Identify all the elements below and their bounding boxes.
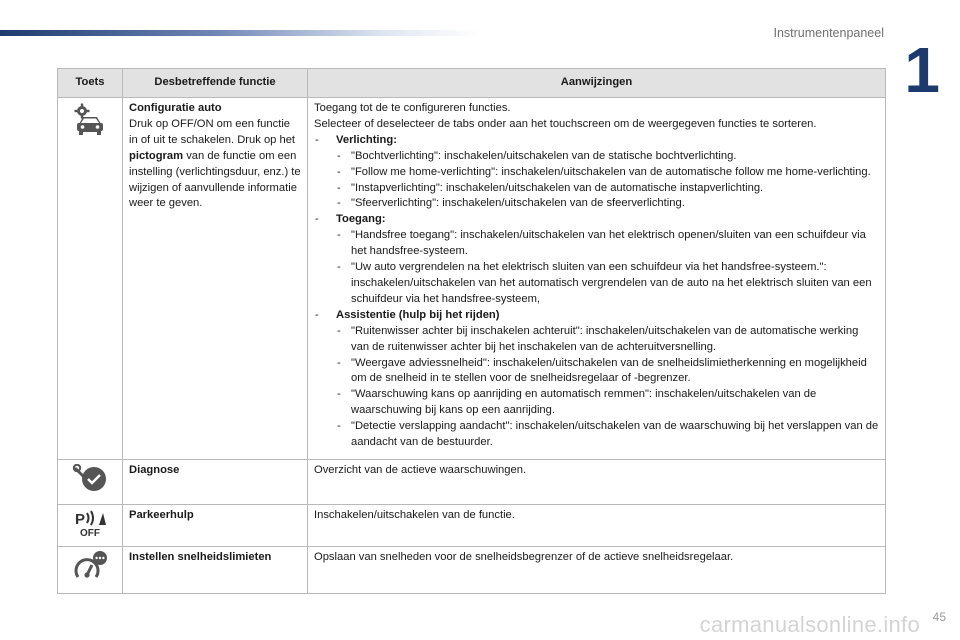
table-row — [58, 546, 886, 593]
watermark: carmanualsonline.info — [699, 612, 920, 637]
settings-group-assistentie: - Assistentie (hulp bij het rijden) - "Ruitenwisser achter bij inschakelen achteruit": inschakelen/uitschakelen van de automatische werking van de ruitenwisser achter bij het inschakelen van de achteruitversnelling. - "Weergave adviessnelheid": inschakelen/uitschakelen van de snelheidslimietherkenning en mogelijkheid om de snelheid in te stellen voor de snelheidsregelaar of -begrenzer. - "Waarschuwing kans op aanrijding en automatisch remmen": inschakelen/uitschakelen van de waarschuwing bij kans op een aanrijding. - "Detectie verslapping aandacht": inschakelen/uitschakelen van de waarschuwing bij het verslappen van de aandacht van de bestuurder. — [314, 308, 879, 451]
function-title: Instellen snelheidslimieten — [129, 550, 272, 563]
speed-limits-icon[interactable] — [72, 574, 108, 586]
svg-text:P: P — [75, 510, 86, 527]
instruction-text: Overzicht van de actieve waarschuwingen. — [314, 463, 527, 476]
instruction-text: Inschakelen/uitschakelen van de functie. — [314, 508, 515, 521]
car-settings-icon[interactable] — [72, 129, 108, 141]
header-color-bar — [0, 30, 480, 36]
park-assist-off-icon[interactable] — [73, 509, 107, 539]
list-item: - "Follow me home-verlichting": inschakelen/uitschakelen van de automatische follow me home-verlichting. — [336, 165, 879, 181]
list-item: - "Sfeerverlichting": inschakelen/uitschakelen van de sfeerverlichting. — [336, 196, 879, 212]
function-cell — [123, 98, 308, 460]
list-item: - "Instapverlichting": inschakelen/uitschakelen van de automatische instapverlichting. — [336, 181, 879, 197]
settings-group-toegang: - Toegang: - "Handsfree toegang": inschakelen/uitschakelen van het elektrisch openen/sluiten van een schuifdeur via het handsfree-systeem. - "Uw auto vergrendelen na het elektrisch sluiten van een schuifdeur via het handsfree-systeem.": inschakelen/uitschakelen van het automatisch vergrendelen van de auto na het elektrisch sluiten van een schuifdeur via het handsfree-systeem, — [314, 212, 879, 307]
page-number: 45 — [932, 610, 946, 624]
list-item: - "Detectie verslapping aandacht": inschakelen/uitschakelen van de waarschuwing bij het verslappen van de aandacht van de bestuurder. — [336, 419, 879, 451]
settings-group-verlichting: - Verlichting: - "Bochtverlichting": inschakelen/uitschakelen van de statische bochtverlichting. - "Follow me home-verlichting": inschakelen/uitschakelen van de automatische follow me home-verlichting. - "Instapverlichting": inschakelen/uitschakelen van de automatische instapverlichting. - "Sfeerverlichting": inschakelen/uitschakelen van de sfeerverlichting. — [314, 133, 879, 213]
functions-table — [57, 68, 886, 594]
icon-cell — [58, 546, 123, 593]
list-item: - "Bochtverlichting": inschakelen/uitschakelen van de statische bochtverlichting. — [336, 149, 879, 165]
function-title: Parkeerhulp — [129, 508, 194, 521]
instruction-text: Opslaan van snelheden voor de snelheidsbegrenzer of de actieve snelheidsregelaar. — [314, 550, 734, 563]
table-row — [58, 98, 886, 460]
list-item: - "Waarschuwing kans op aanrijding en automatisch remmen": inschakelen/uitschakelen van de waarschuwing bij kans op een aanrijding. — [336, 387, 879, 419]
instructions-cell — [308, 504, 886, 546]
list-item: - "Uw auto vergrendelen na het elektrisch sluiten van een schuifdeur via het handsfree-systeem.": inschakelen/uitschakelen van het automatisch vergrendelen van de auto na het elektrisch sluiten van een schuifdeur via het handsfree-systeem, — [336, 260, 879, 308]
function-cell — [123, 546, 308, 593]
chapter-number: 1 — [904, 34, 940, 106]
list-item: - "Ruitenwisser achter bij inschakelen achteruit": inschakelen/uitschakelen van de automatische werking van de ruitenwisser achter bij het inschakelen van de achteruitversnelling. — [336, 324, 879, 356]
function-cell — [123, 504, 308, 546]
section-title: Instrumentenpaneel — [773, 26, 884, 40]
diagnostics-icon[interactable] — [72, 485, 108, 497]
column-header-toets: Toets — [58, 69, 123, 98]
function-description: Druk op OFF/ON om een functie in of uit te schakelen. Druk op het pictogram van de functie om een instelling (verlichtingsduur, enz.) te wijzigen of aanvullende informatie weer te geven. — [129, 117, 301, 210]
table-row — [58, 459, 886, 504]
function-title: Diagnose — [129, 463, 180, 476]
park-assist-off-label: OFF — [80, 527, 100, 539]
column-header-functie: Desbetreffende functie — [123, 69, 308, 98]
list-item: - "Weergave adviessnelheid": inschakelen/uitschakelen van de snelheidslimietherkenning en mogelijkheid om de snelheid in te stellen voor de snelheidsregelaar of -begrenzer. — [336, 356, 879, 388]
instruction-intro: Toegang tot de te configureren functies. — [314, 102, 511, 114]
icon-cell — [58, 98, 123, 460]
icon-cell — [58, 459, 123, 504]
icon-cell — [58, 504, 123, 546]
instructions-cell — [308, 459, 886, 504]
function-title: Configuratie auto — [129, 102, 222, 114]
instructions-cell — [308, 546, 886, 593]
table-header-row — [58, 69, 886, 98]
table-row — [58, 504, 886, 546]
column-header-aanwijzingen: Aanwijzingen — [308, 69, 886, 98]
instructions-cell — [308, 98, 886, 460]
instruction-intro: Selecteer of deselecteer de tabs onder aan het touchscreen om de weergegeven functies te sorteren. — [314, 117, 817, 130]
list-item: - "Handsfree toegang": inschakelen/uitschakelen van het elektrisch openen/sluiten van een schuifdeur via het handsfree-systeem. — [336, 228, 879, 260]
settings-group-list — [314, 133, 879, 451]
function-cell — [123, 459, 308, 504]
